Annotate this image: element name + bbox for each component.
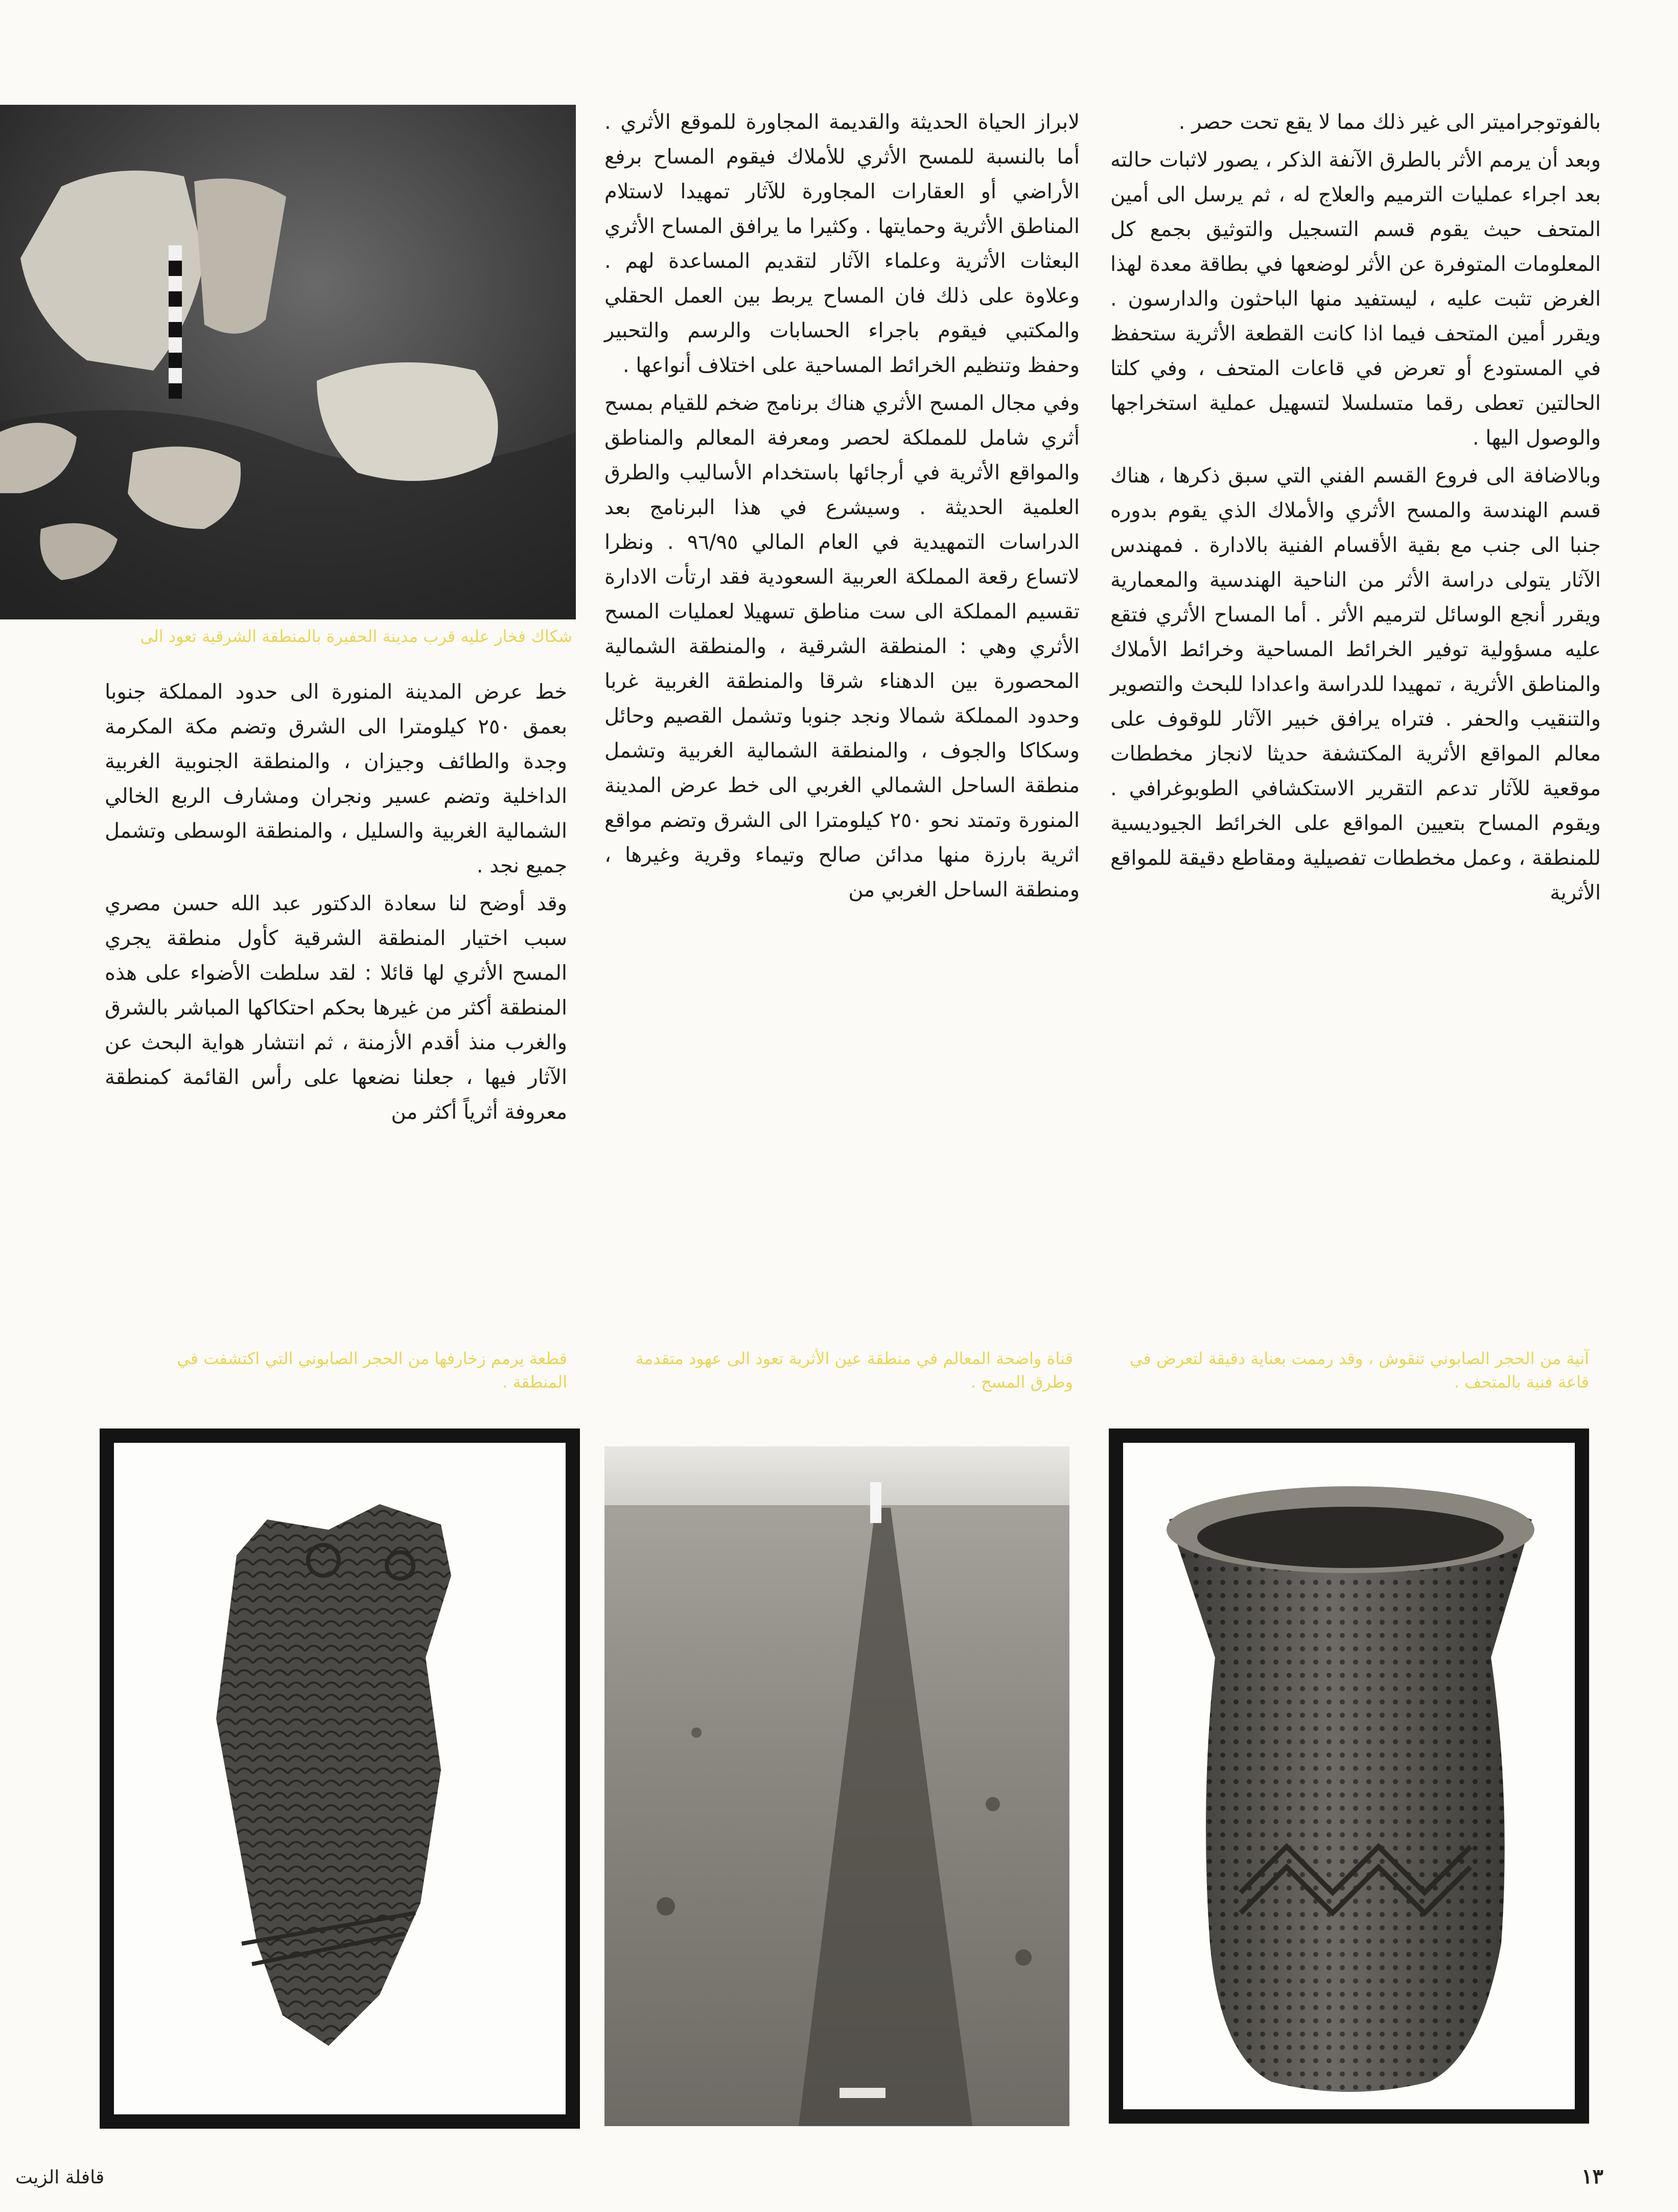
fragment-illustration [114, 1443, 566, 2114]
article-column-middle [604, 105, 1080, 1296]
carved-fragment-frame [100, 1428, 580, 2129]
pottery-sherds-photo [0, 105, 576, 619]
channel-caption: قناة واضحة المعالم في منطقة عين الأثرية تعود الى عهود متقدمة وطرق المسح . [635, 1349, 1073, 1392]
article-column-left [105, 675, 567, 1293]
carved-fragment-photo [114, 1443, 566, 2114]
paragraph: وفي مجال المسح الأثري هناك برنامج ضخم للقيام بمسح أثري شامل للمملكة لحصر ومعرفة المعالم والمناطق والمواقع الأثرية في أرجائها باستخدام الأساليب والطرق العلمية الحديثة . وسيشرع في هذا البرنامج بعد الدراسات التمهيدية في العام المالي ٩٦/٩٥ . ونظرا لاتساع رقعة المملكة العربية السعودية فقد ارتأت الادارة تقسيم المملكة الى ست مناطق تسهيلا لعمليات المسح الأثري وهي : المنطقة الشرقية ، والمنطقة الشمالية المحصورة بين الدهناء شرقا والمنطقة الغربية غربا وحدود المملكة شمالا ونجد جنوبا وتشمل القصيم وحائل وسكاكا والجوف ، والمنطقة الشمالية الغربية وتشمل منطقة الساحل الشمالي الغربي الى خط عرض المدينة المنورة وتمتد نحو ٢٥٠ كيلومترا الى الشرق وتضم مواقع اثرية بارزة منها مدائن صالح وتيماء وقرية وغيرها ، ومنطقة الساحل الغربي من [604, 391, 1080, 902]
paragraph: بالفوتوجراميتر الى غير ذلك مما لا يقع تحت حصر . [1178, 110, 1601, 134]
paragraph: لابراز الحياة الحديثة والقديمة المجاورة للموقع الأثري . أما بالنسبة للمسح الأثري للأملاك فيقوم المساح برفع الأراضي أو العقارات المجاورة للآثار تمهيدا لاستلام المناطق الأثرية وحمايتها . وكثيرا ما يرافق المساح الأثري البعثات الأثرية وعلماء الآثار لتقديم المساعدة لهم . وعلاوة على ذلك فان المساح يربط بين العمل الحقلي والمكتبي فيقوم باجراء الحسابات والرسم والتحبير وحفظ وتنظيم الخرائط المساحية على اختلاف أنواعها . [604, 110, 1080, 377]
paragraph: وبعد أن يرمم الأثر بالطرق الآنفة الذكر ، يصور لاثبات حالته بعد اجراء عمليات الترميم والعلاج له ، ثم يرسل الى أمين المتحف حيث يقوم قسم التسجيل والتوثيق بجمع كل المعلومات المتوفرة عن الأثر لوضعها في بطاقة معدة لهذا الغرض تثبت عليه ، ليستفيد منها الباحثون والدارسون . ويقرر أمين المتحف فيما اذا كانت القطعة الأثرية ستحفظ في المستودع أو تعرض في قاعات المتحف ، وفي كلتا الحالتين تعطى رقما متسلسلا لتسهيل عملية استخراجها والوصول اليها . [1110, 148, 1601, 450]
vessel-illustration [1123, 1443, 1575, 2109]
desert-channel-photo [604, 1446, 1069, 2126]
paragraph: وبالاضافة الى فروع القسم الفني التي سبق ذكرها ، هناك قسم الهندسة والمسح الأثري والأملاك الذي يقوم بدوره جنبا الى جنب مع بقية الأقسام الفنية بالادارة . فمهندس الآثار يتولى دراسة الأثر من الناحية الهندسية والمعمارية ويقرر أنجع الوسائل لترميم الأثر . أما المساح الأثري فتقع عليه مسؤولية توفير الخرائط المساحية وخرائط الأملاك والمناطق الأثرية ، تمهيدا للدراسة واعدادا للبحث والتصوير والتنقيب والحفر . فتراه يرافق خبير الآثار للوقوف على معالم المواقع الأثرية المكتشفة حديثا لانجاز مخططات موقعية للآثار تدعم التقرير الاستكشافي الطوبوغرافي . ويقوم المساح بتعيين المواقع على الخرائط الجيوديسية للمنطقة ، وعمل مخططات تفصيلية ومقاطع دقيقة للمواقع الأثرية [1110, 464, 1601, 905]
pottery-sherds-illustration [0, 105, 576, 619]
carved-fragment-caption: قطعة يرمم زخارفها من الحجر الصابوني التي اكتشفت في المنطقة . [177, 1349, 567, 1392]
soapstone-vessel-frame [1109, 1428, 1589, 2124]
soapstone-vessel-photo [1123, 1443, 1575, 2109]
paragraph: خط عرض المدينة المنورة الى حدود المملكة جنوبا بعمق ٢٥٠ كيلومترا الى الشرق وتضم مكة المكرمة وجدة والطائف وجيزان ، والمنطقة الجنوبية الغربية الداخلية وتضم عسير ونجران ومشارف الربع الخالي الشمالية الغربية والسليل ، والمنطقة الوسطى وتشمل جميع نجد . [105, 680, 567, 878]
channel-illustration [604, 1446, 1069, 2126]
page-number: ١٣ [1581, 2164, 1603, 2188]
paragraph: وقد أوضح لنا سعادة الدكتور عبد الله حسن مصري سبب اختيار المنطقة الشرقية كأول منطقة يجري المسح الأثري لها قائلا : لقد سلطت الأضواء على هذه المنطقة أكثر من غيرها بحكم احتكاكها المباشر بالشرق والغرب منذ أقدم الأزمنة ، ثم انتشار هواية البحث عن الآثار فيها ، جعلنا نضعها على رأس القائمة كمنطقة معروفة أثرياً أكثر من [105, 892, 567, 1124]
soapstone-vessel-caption: آنية من الحجر الصابوني تنقوش ، وقد رممت بعناية دقيقة لتعرض في قاعة فنية بالمتحف . [1129, 1349, 1589, 1392]
top-photo-caption: شكاك فخار عليه قرب مدينة الحفيرة بالمنطقة الشرقية تعود الى [140, 627, 572, 646]
article-column-right [1110, 105, 1601, 1296]
magazine-title: قافلة الزيت [15, 2167, 105, 2188]
